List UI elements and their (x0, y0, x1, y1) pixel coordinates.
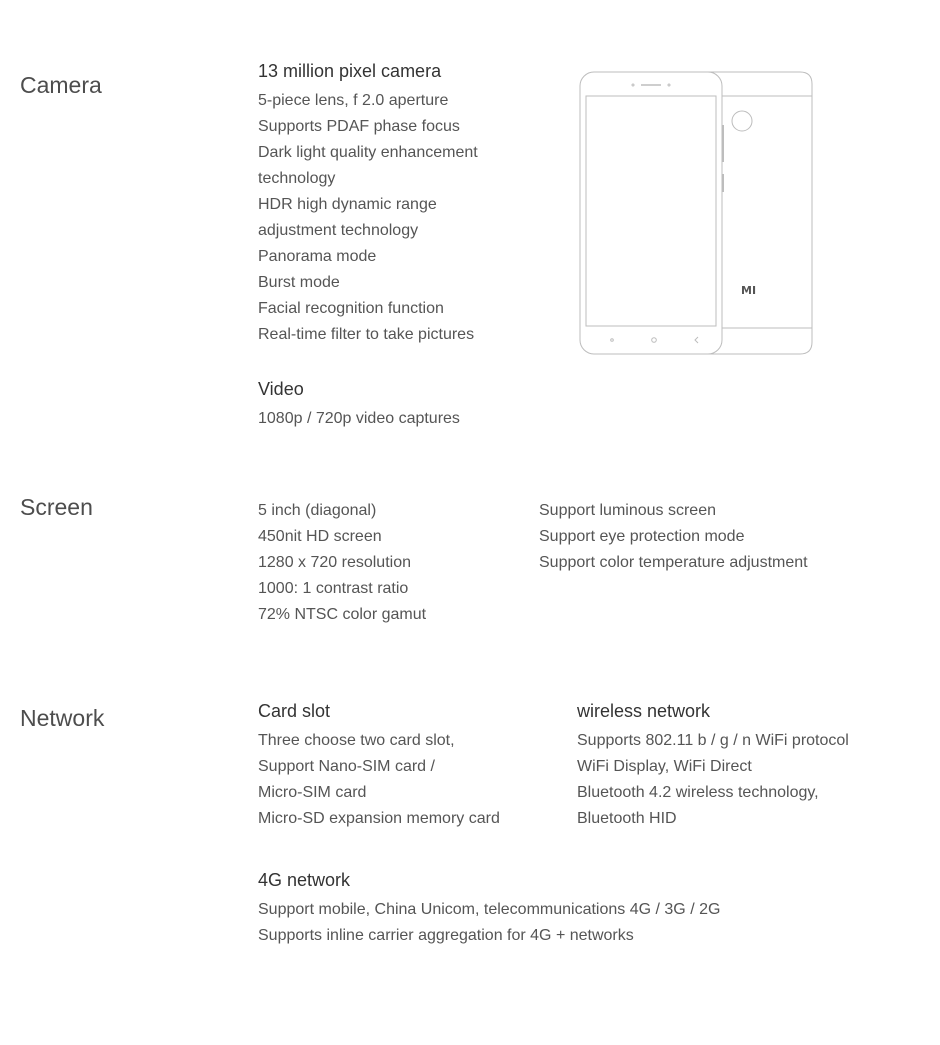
brand-mark: MI (741, 284, 757, 297)
phone-front-body (580, 72, 722, 354)
phone-back-body (708, 72, 812, 354)
wireless-line: Bluetooth HID (577, 810, 677, 827)
screen-spec-line: 1280 x 720 resolution (258, 554, 411, 571)
camera-heading: 13 million pixel camera (258, 61, 442, 81)
card-slot-line: Support Nano-SIM card / (258, 758, 435, 775)
camera-spec-line: Burst mode (258, 274, 340, 291)
4g-network-heading: 4G network (258, 870, 351, 890)
camera-spec-line: Supports PDAF phase focus (258, 118, 460, 135)
screen-spec-line: 1000: 1 contrast ratio (258, 580, 409, 597)
screen-spec-line: 5 inch (diagonal) (258, 502, 377, 519)
camera-specs (258, 60, 478, 348)
4g-network-line: Supports inline carrier aggregation for 4G + networks (258, 927, 634, 944)
wireless-specs (577, 700, 849, 832)
camera-spec-line: Real-time filter to take pictures (258, 326, 475, 343)
phone-illustration (578, 70, 816, 363)
screen-spec-line: Support color temperature adjustment (539, 554, 808, 571)
camera-spec-line: Dark light quality enhancement (258, 144, 478, 161)
card-slot-heading: Card slot (258, 701, 331, 721)
section-title-network: Network (20, 705, 105, 731)
screen-specs-col2 (539, 498, 808, 576)
camera-spec-list (258, 88, 478, 348)
camera-spec-line: technology (258, 170, 336, 187)
card-slot-line: Three choose two card slot, (258, 732, 455, 749)
screen-specs-col1 (258, 498, 426, 628)
4g-network-specs (258, 869, 720, 949)
video-specs (258, 378, 460, 432)
camera-spec-line: HDR high dynamic range (258, 196, 437, 213)
screen-spec-line: Support luminous screen (539, 502, 716, 519)
wireless-line: WiFi Display, WiFi Direct (577, 758, 752, 775)
wireless-line: Supports 802.11 b / g / n WiFi protocol (577, 732, 849, 749)
wireless-line: Bluetooth 4.2 wireless technology, (577, 784, 819, 801)
camera-spec-line: Facial recognition function (258, 300, 444, 317)
screen-spec-line: 72% NTSC color gamut (258, 606, 427, 623)
fingerprint-sensor-icon (732, 111, 752, 131)
card-slot-line: Micro-SD expansion memory card (258, 810, 500, 827)
camera-spec-line: adjustment technology (258, 222, 419, 239)
card-slot-line: Micro-SIM card (258, 784, 367, 801)
section-title-camera: Camera (20, 72, 102, 98)
camera-spec-line: 5-piece lens, f 2.0 aperture (258, 92, 449, 109)
screen-spec-line: 450nit HD screen (258, 528, 382, 545)
camera-spec-line: Panorama mode (258, 248, 377, 265)
4g-network-line: Support mobile, China Unicom, telecommunications 4G / 3G / 2G (258, 901, 721, 918)
phone-outline-drawing (578, 70, 816, 358)
video-heading: Video (258, 379, 304, 399)
card-slot-specs (258, 700, 500, 832)
video-spec-line: 1080p / 720p video captures (258, 410, 460, 427)
wireless-heading: wireless network (577, 701, 711, 721)
section-title-screen: Screen (20, 494, 93, 520)
screen-spec-line: Support eye protection mode (539, 528, 745, 545)
